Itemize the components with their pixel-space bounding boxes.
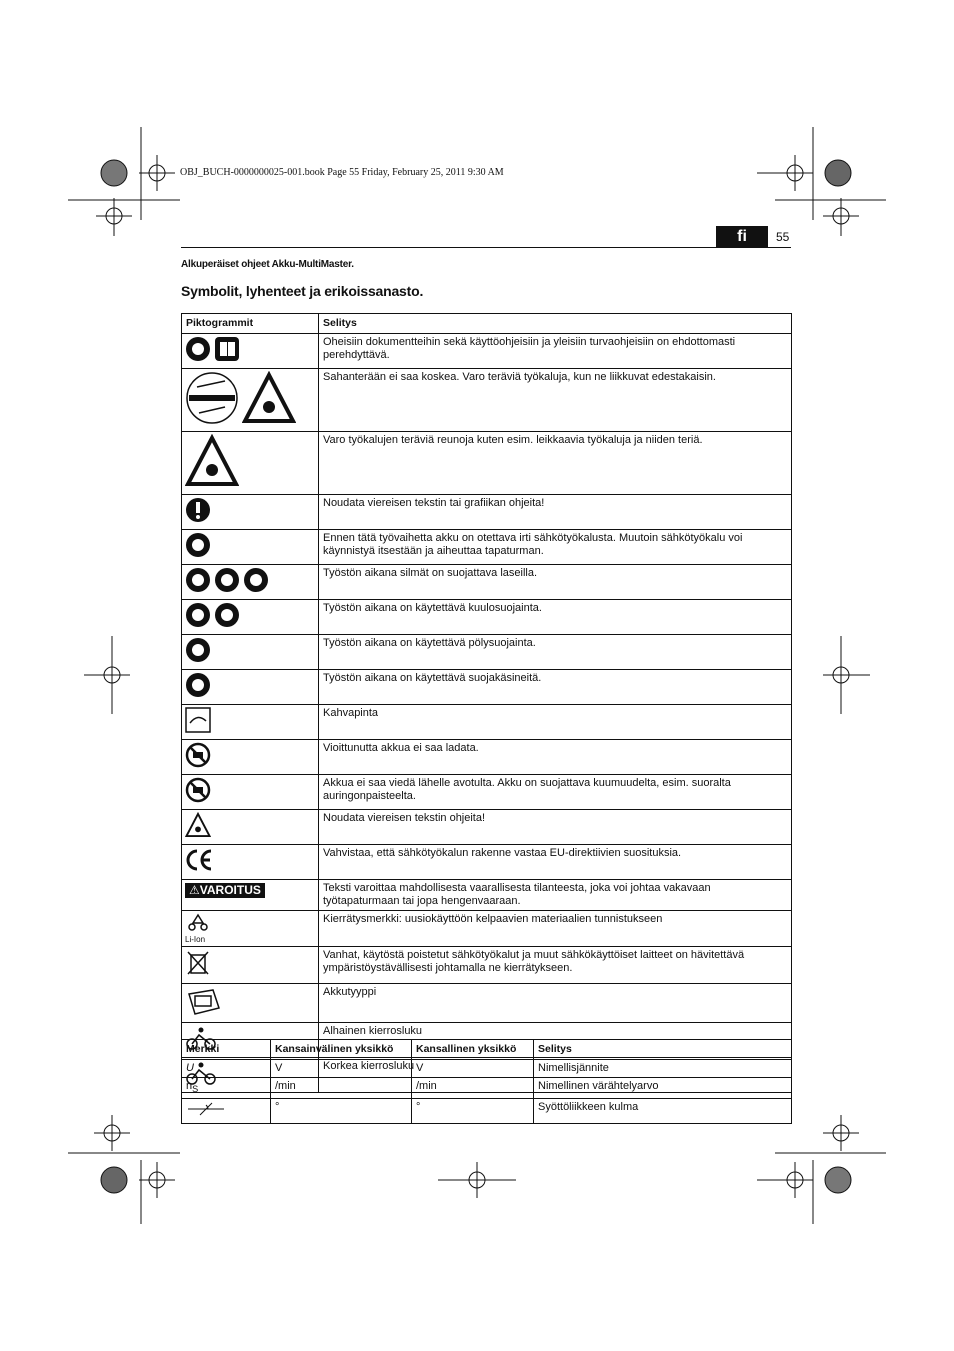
pictogram-cell [182,369,319,432]
intl-cell: V [271,1060,412,1078]
column-header: Kansallinen yksikkö [412,1040,534,1060]
pictogram-cell [182,740,319,775]
description-cell: Sahanterään ei saa koskea. Varo teräviä työkaluja, kun ne liikkuvat edestakaisin. [319,369,792,432]
warning-sharp-edges-icon [185,434,239,492]
column-header: Merkki [182,1040,271,1060]
table-row [182,635,792,670]
varoitus-badge: ⚠VAROITUS [185,883,265,898]
table-row [182,984,792,1023]
units-table [181,1039,792,1124]
attention-blade-icon [185,371,239,429]
description-cell: Akkutyyppi [319,984,792,1023]
weee-bin-icon [185,949,211,981]
battery-type-icon [185,986,221,1020]
language-badge: fi [716,226,768,247]
pictogram-cell [182,845,319,880]
intl-cell: /min [271,1078,412,1099]
table-header-row [182,314,792,334]
eye-protection-icon [185,567,211,597]
symbols-table [181,313,792,1093]
description-cell: Korkea kierrosluku [319,1058,792,1093]
description-cell: Alhainen kierrosluku [319,1023,792,1058]
section-title: Symbolit, lyhenteet ja erikoissanasto. [181,283,424,299]
pictogram-cell [182,775,319,810]
pictogram-cell [182,600,319,635]
description-cell: Vanhat, käytöstä poistetut sähkötyökalut ja muut sähkökäyttöiset laitteet on hävitettävä ympäristöystävällisesti johtamalla ne kierrätykseen. [319,947,792,984]
description-cell: Oheisiin dokumentteihin sekä käyttöohjeisiin ja yleisiin turvaohjeisiin on ehdottomasti perehdyttävä. [319,334,792,369]
pictogram-cell [182,911,319,947]
pictogram-cell [182,530,319,565]
unplug-battery-icon [185,532,211,562]
table-row [182,1060,792,1078]
description-cell: Työstön aikana on käytettävä pölysuojainta. [319,635,792,670]
table-row [182,670,792,705]
description-cell: Työstön aikana on käytettävä suojakäsineitä. [319,670,792,705]
mark-cell [182,1099,271,1124]
pictogram-cell [182,670,319,705]
goggles-icon [243,567,269,597]
warning-saw-icon [242,371,296,429]
manual-read-icon [185,336,211,366]
exclamation-icon [185,497,211,527]
table-header-row [182,1040,792,1060]
description-cell: Vahvistaa, että sähkötyökalun rakenne vastaa EU-direktiivien suosituksia. [319,845,792,880]
pictogram-cell [182,705,319,740]
description-cell: Teksti varoittaa mahdollisesta vaarallisesta tilanteesta, joka voi johtaa vakavaan työtapaturmaan tai jopa hengenvaaraan. [319,880,792,911]
column-header: Kansainvälinen yksikkö [271,1040,412,1060]
pictogram-cell [182,880,319,911]
recycling-li-ion-icon: Li-Ion [185,913,211,944]
pictogram-cell [182,495,319,530]
table-row [182,880,792,911]
mark-cell: U [182,1060,271,1078]
gloves-icon [185,672,211,702]
description-cell: Kierrätysmerkki: uusiokäyttöön kelpaavien materiaalien tunnistukseen [319,911,792,947]
header-rule [181,247,791,248]
face-shield-icon [214,567,240,597]
caution-triangle-icon [185,812,211,842]
pictogram-cell [182,635,319,670]
no-fire-heat-icon [185,777,211,807]
description-cell: Akkua ei saa viedä lähelle avotulta. Akku on suojattava kuumuudelta, esim. suoralta auringonpaisteelta. [319,775,792,810]
table-row [182,705,792,740]
description-cell: Kahvapinta [319,705,792,740]
description-cell: Noudata viereisen tekstin ohjeita! [319,810,792,845]
table-row [182,495,792,530]
table-row [182,1078,792,1099]
intl-cell: ° [271,1099,412,1124]
table-row [182,810,792,845]
pictogram-cell [182,334,319,369]
meaning-cell: Syöttöliikkeen kulma [534,1099,792,1124]
pictogram-cell [182,432,319,495]
meaning-cell: Nimellinen värähtelyarvo [534,1078,792,1099]
table-row [182,565,792,600]
pictogram-cell [182,810,319,845]
grip-surface-icon [185,707,211,737]
table-row [182,600,792,635]
column-header: Selitys [319,314,792,334]
pictogram-cell [182,947,319,984]
description-cell: Työstön aikana silmät on suojattava laseilla. [319,565,792,600]
pictogram-cell [182,565,319,600]
description-cell: Noudata viereisen tekstin tai grafiikan ohjeita! [319,495,792,530]
national-cell: ° [412,1099,534,1124]
description-cell: Työstön aikana on käytettävä kuulosuojainta. [319,600,792,635]
table-row [182,740,792,775]
table-row [182,947,792,984]
table-row [182,1099,792,1124]
pictogram-cell [182,984,319,1023]
national-cell: /min [412,1078,534,1099]
no-charge-damaged-battery-icon [185,742,211,772]
column-header: Piktogrammit [182,314,319,334]
print-line: OBJ_BUCH-0000000025-001.book Page 55 Friday, February 25, 2011 9:30 AM [180,167,504,178]
table-row [182,334,792,369]
table-row [182,530,792,565]
table-row [182,775,792,810]
description-cell: Vioittunutta akkua ei saa ladata. [319,740,792,775]
ear-protection-icon [185,602,211,632]
ear-muffs-icon [214,602,240,632]
table-row [182,432,792,495]
ce-mark-icon [185,847,213,877]
table-row [182,911,792,947]
book-icon [214,336,240,366]
description-cell: Ennen tätä työvaihetta akku on otettava irti sähkötyökalusta. Muutoin sähkötyökalu voi käynnistyä itsestään ja aiheuttaa tapaturman. [319,530,792,565]
page-number: 55 [776,230,790,244]
column-header: Selitys [534,1040,792,1060]
angle-icon [186,1101,226,1117]
original-note: Alkuperäiset ohjeet Akku-MultiMaster. [181,259,354,270]
table-row [182,369,792,432]
meaning-cell: Nimellisjännite [534,1060,792,1078]
description-cell: Varo työkalujen teräviä reunoja kuten esim. leikkaavia työkaluja ja niiden teriä. [319,432,792,495]
dust-mask-icon [185,637,211,667]
table-row [182,845,792,880]
mark-cell: $n_S$ [182,1078,271,1099]
national-cell: V [412,1060,534,1078]
